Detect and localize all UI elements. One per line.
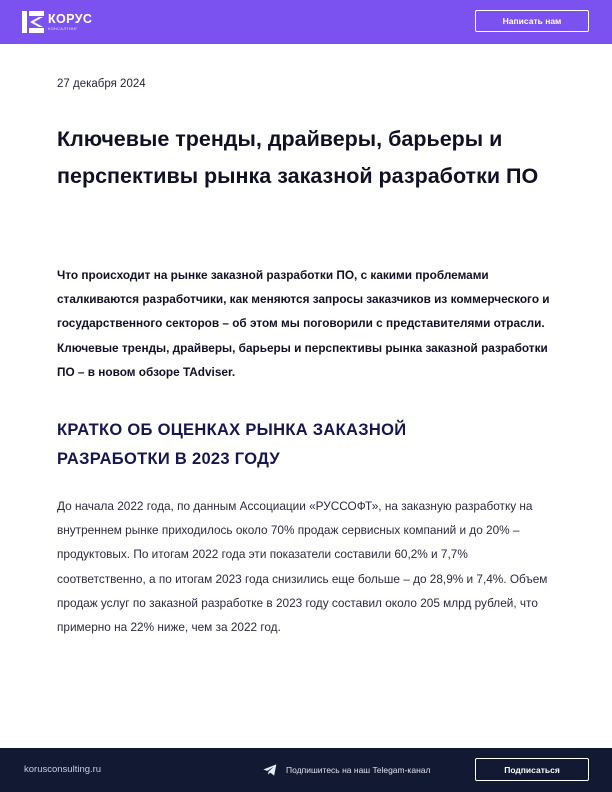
- contact-us-button[interactable]: Написать нам: [475, 10, 589, 32]
- company-logo[interactable]: [22, 10, 92, 34]
- article-lead: Что происходит на рынке заказной разработки ПО, с какими проблемами сталкиваются разработчики, как меняются запросы заказчиков из коммерческого и государственного секторов – об этом мы поговорили с представителями отрасли. Ключевые тренды, драйверы, барьеры и перспективы рынка заказной разработки ПО – в новом обзоре TAdviser.: [57, 268, 550, 379]
- logo-subtitle: КОНСАЛТИНГ: [48, 25, 78, 31]
- article-title: Ключевые тренды, драйверы, барьеры и перспективы рынка заказной разработки ПО: [57, 127, 539, 188]
- publication-date: 27 декабря 2024: [57, 78, 146, 90]
- telegram-icon[interactable]: [262, 762, 278, 778]
- section-heading: КРАТКО ОБ ОЦЕНКАХ РЫНКА ЗАКАЗНОЙ РАЗРАБОТКИ В 2023 ГОДУ: [57, 421, 407, 468]
- korus-logo-icon: [22, 11, 44, 33]
- header-bar: [0, 0, 612, 44]
- logo-name: КОРУС: [48, 12, 93, 27]
- subscribe-button[interactable]: Подписаться: [475, 758, 589, 781]
- telegram-subscribe-link[interactable]: Подпишитесь на наш Telegam-канал: [286, 765, 431, 775]
- website-link[interactable]: korusconsulting.ru: [24, 764, 102, 775]
- article-body-paragraph: До начала 2022 года, по данным Ассоциации «РУССОФТ», на заказную разработку на внутреннем рынке приходилось около 70% продаж сервисных компаний и до 20% – продуктовых. По итогам 2022 года эти показатели составили 60,2% и 7,7% соответственно, а по итогам 2023 года снизились еще больше – до 28,9% и 7,4%. Объем продаж услуг по заказной разработке в 2023 году составил около 205 млрд рублей, что примерно на 22% ниже, чем за 2022 год.: [57, 499, 548, 635]
